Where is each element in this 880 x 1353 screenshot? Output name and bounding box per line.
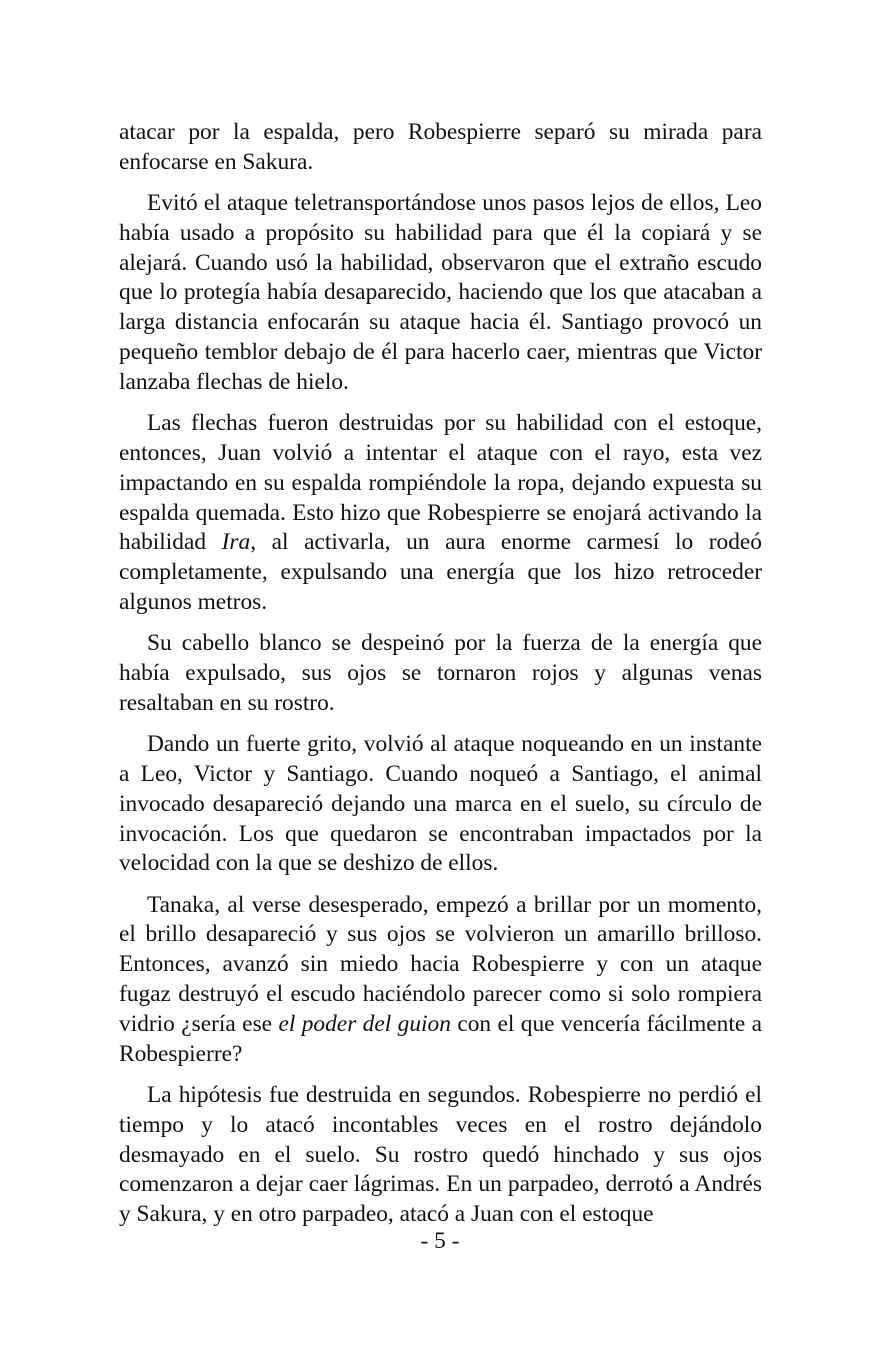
italic-term-ira: Ira bbox=[221, 529, 251, 556]
page-number: - 5 - bbox=[420, 1228, 460, 1254]
paragraph-7: La hipótesis fue destruida en segundos. Robespierre no perdió el tiempo y lo atacó incontables veces en el rostro dejándolo desmayado en el suelo. Su rostro quedó hinchado y sus ojos comenzaron a dejar caer lágrimas. En un parpadeo, derrotó a Andrés y Sakura, y en otro parpadeo, atacó a Juan con el estoque bbox=[119, 1081, 762, 1228]
paragraph-2: Evitó el ataque teletransportándose unos pasos lejos de ellos, Leo había usado a propósito su habilidad para que él la copiará y se alejará. Cuando usó la habilidad, observaron que el extraño escudo que lo protegía había desaparecido, haciendo que los que atacaban a larga distancia enfocarán su ataque hacia él. Santiago provocó un pequeño temblor debajo de él para hacerlo caer, mientras que Victor lanzaba flechas de hielo. bbox=[119, 190, 762, 395]
paragraph-5: Dando un fuerte grito, volvió al ataque noqueando en un instante a Leo, Victor y Santiago. Cuando noqueó a Santiago, el animal invocado desapareció dejando una marca en el suelo, su círculo de invocación. Los que quedaron se encontraban impactados por la velocidad con la que se deshizo de ellos. bbox=[119, 731, 762, 877]
paragraph-3-end: , al activarla, un aura enorme carmesí lo rodeó completamente, expulsando una energía que los hizo retroceder algunos metros. bbox=[119, 529, 763, 615]
paragraph-6-end: con el que vencería fácilmente a Robespierre? bbox=[119, 1010, 762, 1067]
paragraph-6-start: Tanaka, al verse desesperado, empezó a brillar por un momento, el brillo desapareció y sus ojos se volvieron un amarillo brilloso. Entonces, avanzó sin miedo hacia Robespierre y con un ataque fugaz destruyó el escudo haciéndolo parecer como si solo rompiera vidrio ¿sería ese bbox=[119, 891, 762, 1037]
body-text bbox=[119, 118, 762, 1241]
paragraph-6 bbox=[119, 891, 762, 1070]
paragraph-3-start: Las flechas fueron destruidas por su habilidad con el estoque, entonces, Juan volvió a intentar el ataque con el rayo, esta vez impactando en su espalda rompiéndole la ropa, dejando expuesta su espalda quemada. Esto hizo que Robespierre se enojará activando la habilidad bbox=[119, 410, 762, 556]
paragraph-1: atacar por la espalda, pero Robespierre separó su mirada para enfocarse en Sakura. bbox=[119, 119, 762, 175]
paragraph-4: Su cabello blanco se despeinó por la fuerza de la energía que había expulsado, sus ojos se tornaron rojos y algunas venas resaltaban en su rostro. bbox=[119, 630, 762, 716]
paragraph-3 bbox=[119, 409, 762, 618]
italic-term-poder-del-guion: el poder del guion bbox=[278, 1010, 451, 1037]
